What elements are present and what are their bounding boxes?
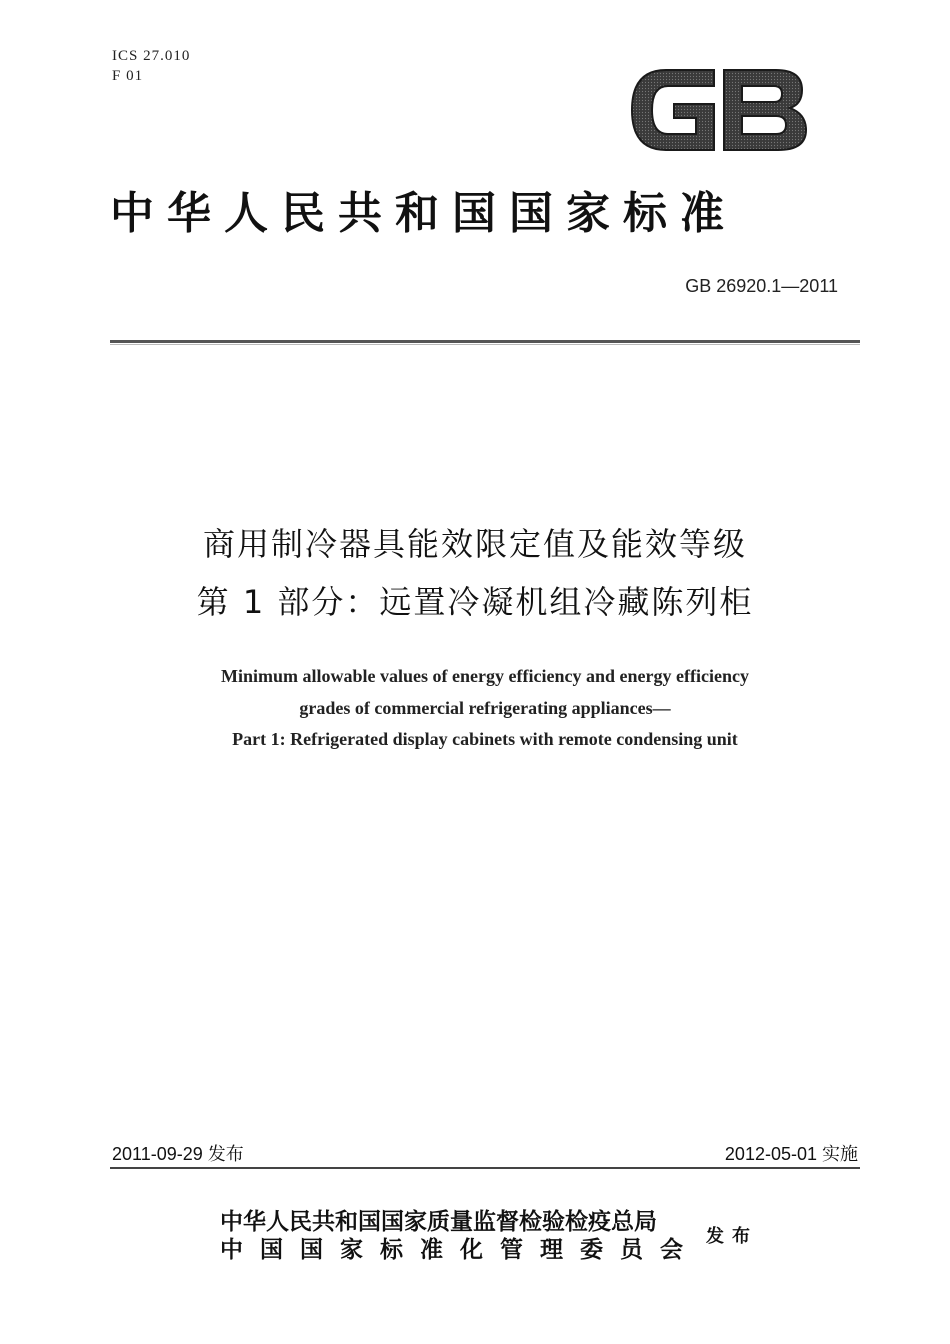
footer-divider bbox=[110, 1167, 860, 1169]
title-en-line1: Minimum allowable values of energy efficiency and energy efficiency bbox=[221, 666, 749, 686]
standard-number: GB 26920.1—2011 bbox=[685, 276, 838, 296]
classification-codes bbox=[112, 46, 190, 86]
implement-date: 2012-05-01 实施 bbox=[724, 1144, 858, 1164]
gb-logo-icon bbox=[626, 60, 810, 160]
ccs-code: F 01 bbox=[112, 68, 144, 84]
logo-letter-g bbox=[632, 70, 714, 150]
publish-label: 发布 bbox=[706, 1226, 758, 1247]
issue-date: 2011-09-29 发布 bbox=[112, 1144, 244, 1164]
title-cn-line1: 商用制冷器具能效限定值及能效等级 bbox=[202, 525, 747, 563]
title-en-line2: grades of commercial refrigerating appliances— bbox=[299, 698, 671, 718]
ics-code: ICS 27.010 bbox=[112, 48, 191, 64]
title-cn-line2: 第 1 部分：远置冷凝机组冷藏陈列柜 bbox=[196, 583, 754, 621]
title-en-line3: Part 1: Refrigerated display cabinets with remote condensing unit bbox=[232, 729, 738, 749]
issuer-aqsiq: 中华人民共和国国家质量监督检验检疫总局 bbox=[220, 1209, 657, 1235]
standard-title: 中华人民共和国国家标准 bbox=[110, 188, 737, 239]
logo-letter-b bbox=[724, 70, 806, 150]
issuer-sac: 中国国家标准化管理委员会 bbox=[220, 1237, 700, 1263]
header-divider bbox=[110, 340, 860, 343]
header-divider-shadow bbox=[110, 344, 860, 345]
